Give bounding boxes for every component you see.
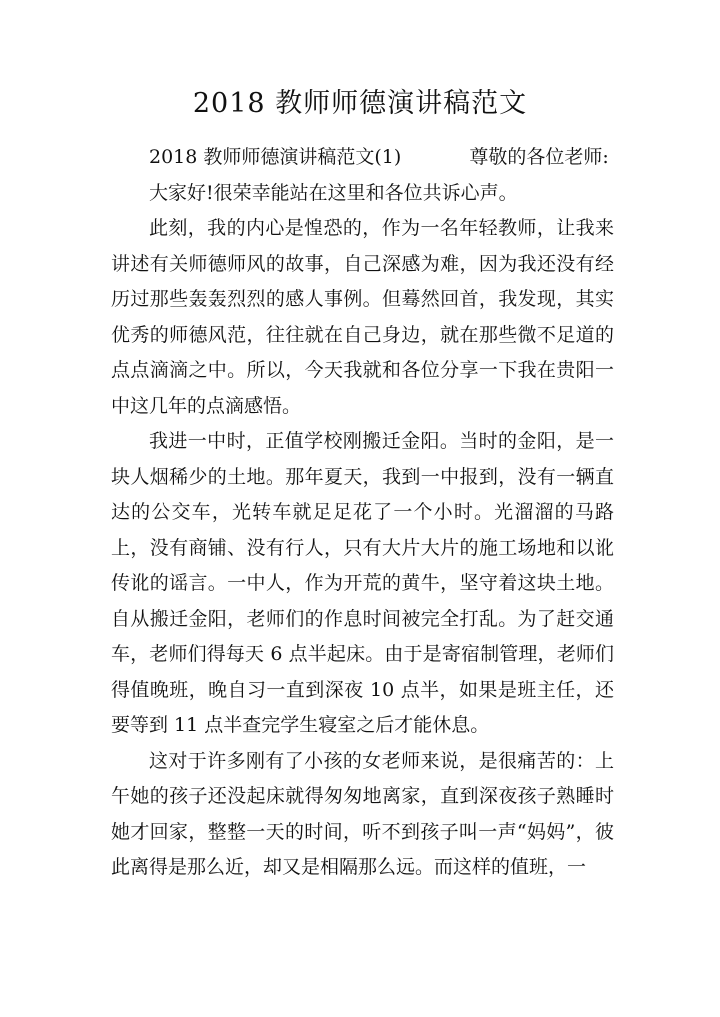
document-body <box>111 140 614 886</box>
paragraph: 大家好!很荣幸能站在这里和各位共诉心声。 <box>149 181 518 204</box>
intro-line <box>111 140 614 176</box>
salutation: 尊敬的各位老师: <box>469 146 609 168</box>
paragraph: 此刻，我的内心是惶恐的，作为一名年轻教师，让我来讲述有关师德师风的故事，自己深感为难，因为我还没有经历过那些轰轰烈烈的感人事例。但蓦然回首，我发现，其实优秀的师德风范，往往就在自己身边，就在那些微不足道的点点滴滴之中。所以，今天我就和各位分享一下我在贵阳一中这几年的点滴感悟。 <box>111 217 614 417</box>
paragraph: 我进一中时，正值学校刚搬迁金阳。当时的金阳，是一块人烟稀少的土地。那年夏天，我到一中报到，没有一辆直达的公交车，光转车就足足花了一个小时。光溜溜的马路上，没有商铺、没有行人，只有大片大片的施工场地和以讹传讹的谣言。一中人，作为开荒的黄牛，坚守着这块土地。自从搬迁金阳，老师们的作息时间被完全打乱。为了赶交通车，老师们得每天 6 点半起床。由于是寄宿制管理，老师们得值晚班，晚自习一直到深夜 10 点半，如果是班主任，还要等到 11 点半查完学生寝室之后才能休息。 <box>111 430 614 736</box>
paragraph: 这对于许多刚有了小孩的女老师来说，是很痛苦的：上午她的孩子还没起床就得匆匆地离家，直到深夜孩子熟睡时她才回家，整整一天的时间，听不到孩子叫一声“妈妈”，彼此离得是那么近，却又是相隔那么远。而这样的值班，一 <box>111 749 614 878</box>
document-subtitle: 2018 教师师德演讲稿范文(1) <box>149 146 402 168</box>
document-title: 2018 教师师德演讲稿范文 <box>192 88 528 119</box>
